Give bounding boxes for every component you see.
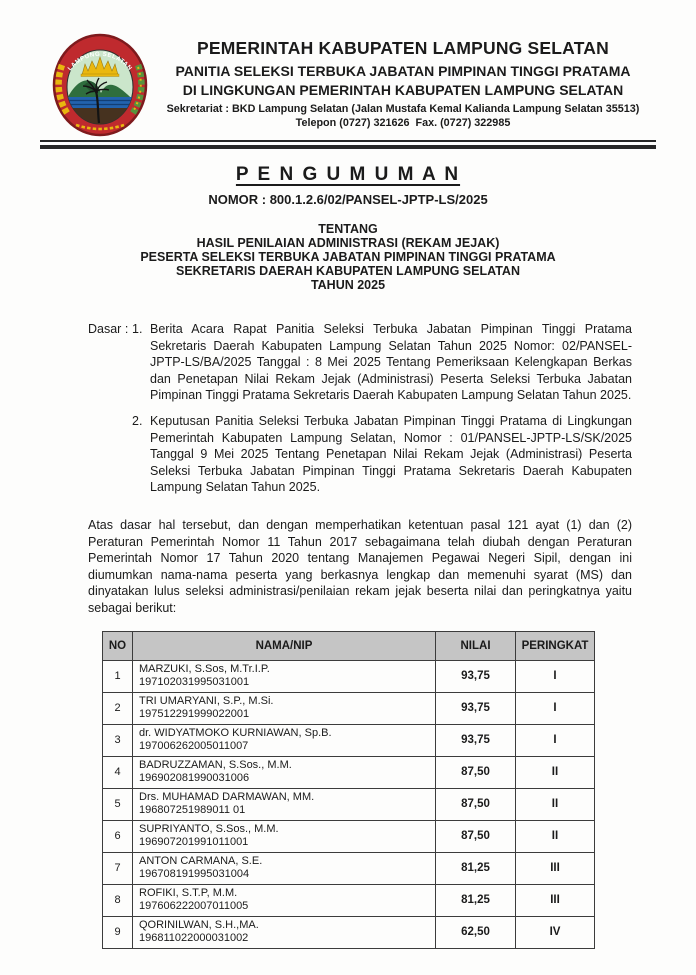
participant-name: Drs. MUHAMAD DARMAWAN, MM. — [139, 790, 315, 803]
subject-line-1: HASIL PENILAIAN ADMINISTRASI (REKAM JEJAK) — [196, 236, 500, 250]
cell-no: 4 — [103, 756, 133, 788]
letterhead-committee-name: PANITIA SELEKSI TERBUKA JABATAN PIMPINAN TINGGI PRATAMA — [175, 63, 631, 79]
subject-line-4: TAHUN 2025 — [310, 278, 386, 292]
participant-name: ANTON CARMANA, S.E. — [139, 854, 263, 867]
cell-peringkat: I — [516, 660, 595, 692]
header-nama-nip: NAMA/NIP — [133, 631, 436, 660]
header-peringkat: PERINGKAT — [516, 631, 595, 660]
table-row — [103, 884, 595, 916]
dasar-item-number: 1. — [132, 322, 143, 336]
cell-nama-nip — [133, 820, 436, 852]
participant-nip: 197006262005011007 — [139, 740, 249, 752]
cell-nilai: 93,75 — [436, 692, 516, 724]
about-label: TENTANG — [318, 222, 378, 236]
cell-no: 1 — [103, 660, 133, 692]
cell-no: 5 — [103, 788, 133, 820]
cell-no: 7 — [103, 852, 133, 884]
cell-nama-nip — [133, 692, 436, 724]
subject-line-2: PESERTA SELEKSI TERBUKA JABATAN PIMPINAN TINGGI PRATAMA — [140, 250, 556, 264]
document-number: NOMOR : 800.1.2.6/02/PANSEL-JPTP-LS/2025 — [208, 192, 488, 207]
participant-nip: 197102031995031001 — [139, 676, 250, 688]
participant-nip: 196807251989011 01 — [139, 804, 246, 816]
cell-nilai: 62,50 — [436, 916, 516, 948]
table-row — [103, 756, 595, 788]
cell-no: 3 — [103, 724, 133, 756]
participant-name: MARZUKI, S.Sos, M.Tr.I.P. — [139, 662, 270, 675]
table-row — [103, 660, 595, 692]
dasar-item-text: Berita Acara Rapat Panitia Seleksi Terbuka Jabatan Pimpinan Tinggi Pratama Sekretaris Daerah Kabupaten Lampung Selatan Tahun 2025 Nomor: 02/PANSEL-JPTP-LS/BA/2025 Tanggal : 8 Mei 2025 Tentang Pemeriksaan Kelengkapan Berkas dan Penetapan Nilai Rekam Jejak (Administrasi) Peserta Seleksi Terbuka Jabatan Pimpinan Tinggi Pratama Sekretaris Daerah Kabupaten Lampung Selatan Tahun 2025. — [150, 322, 632, 403]
cell-nilai: 81,25 — [436, 884, 516, 916]
table-row — [103, 692, 595, 724]
table-row — [103, 916, 595, 948]
participant-name: dr. WIDYATMOKO KURNIAWAN, Sp.B. — [139, 726, 332, 739]
cell-nilai: 93,75 — [436, 724, 516, 756]
cell-nama-nip — [133, 660, 436, 692]
cell-nilai: 81,25 — [436, 852, 516, 884]
legal-basis-item — [88, 413, 632, 496]
document-title: P E N G U M U M A N — [235, 164, 461, 185]
header-nilai: NILAI — [436, 631, 516, 660]
results-table — [102, 631, 595, 949]
cell-nama-nip — [133, 724, 436, 756]
cell-no: 6 — [103, 820, 133, 852]
cell-nama-nip — [133, 756, 436, 788]
participant-nip: 197606222007011005 — [139, 900, 249, 912]
cell-peringkat: II — [516, 820, 595, 852]
cell-nama-nip — [133, 884, 436, 916]
letterhead-phone-fax: Telepon (0727) 321626 Fax. (0727) 322985 — [295, 117, 511, 129]
cell-nilai: 87,50 — [436, 756, 516, 788]
participant-nip: 196902081990031006 — [139, 772, 250, 784]
legal-basis-section — [88, 321, 632, 496]
participant-name: SUPRIYANTO, S.Sos., M.M. — [139, 822, 279, 835]
participant-nip: 197512291999022001 — [139, 708, 250, 720]
cell-peringkat: II — [516, 756, 595, 788]
subject-line-3: SEKRETARIS DAERAH KABUPATEN LAMPUNG SELATAN — [176, 264, 520, 278]
cell-peringkat: IV — [516, 916, 595, 948]
table-row — [103, 820, 595, 852]
table-row — [103, 724, 595, 756]
table-header-row — [103, 631, 595, 660]
cell-nilai: 87,50 — [436, 820, 516, 852]
dasar-label: Dasar : — [88, 322, 129, 336]
cell-nilai: 93,75 — [436, 660, 516, 692]
table-row — [103, 852, 595, 884]
table-row — [103, 788, 595, 820]
closing-paragraph: Atas dasar hal tersebut, dan dengan memperhatikan ketentuan pasal 121 ayat (1) dan (2) Peraturan Pemerintah Nomor 11 Tahun 2017 sebagaimana telah diubah dengan Peraturan Pemerintah Nomor 17 Tahun 2020 tentang Manajemen Pegawai Negeri Sipil, dengan ini diumumkan nama-nama peserta yang berkasnya lengkap dan memenuhi syarat (MS) dan dinyatakan lulus seleksi administrasi/penilaian rekam jejak beserta nilai dan peringkatnya yaitu sebagai berikut: — [88, 517, 632, 615]
legal-basis-item — [88, 321, 632, 404]
dasar-item-text: Keputusan Panitia Seleksi Terbuka Jabatan Pimpinan Tinggi Pratama di Lingkungan Pemerintah Kabupaten Lampung Selatan, Nomor : 01/PANSEL-JPTP-LS/SK/2025 Tanggal 9 Mei 2025 Tentang Penetapan Nilai Rekam Jejak (Administrasi) Peserta Seleksi Terbuka Jabatan Pimpinan Tinggi Pratama Sekretaris Daerah Kabupaten Lampung Selatan Tahun 2025. — [150, 413, 632, 495]
cell-peringkat: III — [516, 884, 595, 916]
letterhead-divider — [40, 140, 656, 149]
letterhead-government-name: PEMERINTAH KABUPATEN LAMPUNG SELATAN — [197, 38, 609, 58]
cell-no: 8 — [103, 884, 133, 916]
participant-name: QORINILWAN, S.H.,MA. — [139, 918, 259, 931]
cell-nama-nip — [133, 916, 436, 948]
cell-peringkat: I — [516, 724, 595, 756]
seal-top-text: LAMPUNG SELATAN — [67, 51, 133, 73]
cell-nama-nip — [133, 788, 436, 820]
participant-name: TRI UMARYANI, S.P., M.Si. — [139, 694, 274, 707]
participant-nip: 196708191995031004 — [139, 868, 250, 880]
participant-name: ROFIKI, S.T.P, M.M. — [139, 886, 238, 899]
letterhead-secretariat-address: Sekretariat : BKD Lampung Selatan (Jalan Mustafa Kemal Kalianda Lampung Selatan 35513) — [166, 103, 640, 115]
participant-nip: 196907201991011001 — [139, 836, 249, 848]
results-table-wrap — [102, 631, 594, 949]
cell-peringkat: I — [516, 692, 595, 724]
cell-no: 9 — [103, 916, 133, 948]
cell-peringkat: II — [516, 788, 595, 820]
letterhead-committee-scope: DI LINGKUNGAN PEMERINTAH KABUPATEN LAMPUNG SELATAN — [182, 82, 624, 98]
cell-peringkat: III — [516, 852, 595, 884]
dasar-item-number: 2. — [132, 413, 143, 428]
participant-nip: 196811022000031002 — [139, 932, 249, 944]
cell-no: 2 — [103, 692, 133, 724]
letterhead — [0, 0, 696, 129]
title-block — [0, 164, 696, 292]
lampung-selatan-seal-icon — [50, 33, 150, 137]
participant-name: BADRUZZAMAN, S.Sos., M.M. — [139, 758, 292, 771]
header-no: NO — [103, 631, 133, 660]
cell-nilai: 87,50 — [436, 788, 516, 820]
cell-nama-nip — [133, 852, 436, 884]
